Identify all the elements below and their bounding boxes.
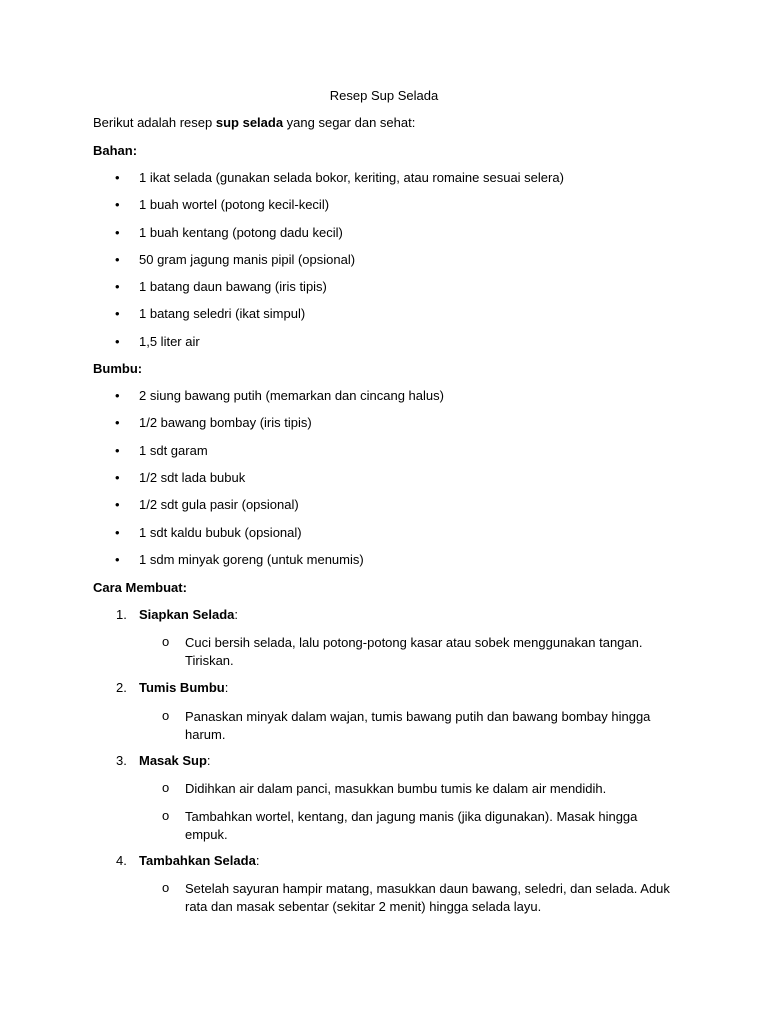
bahan-item: 50 gram jagung manis pipil (opsional) [139,252,356,267]
circle-bullet-icon: o [162,634,170,649]
bahan-item: 1 batang seledri (ikat simpul) [139,306,306,321]
intro-bold: sup selada [215,115,284,130]
step-number: 3. [116,753,127,768]
bumbu-item: 1 sdt kaldu bubuk (opsional) [139,525,302,540]
intro-prefix: Berikut adalah resep [93,115,216,130]
step-colon: : [234,607,239,622]
step-number: 2. [116,680,127,695]
cara-heading: Cara Membuat: [93,580,187,595]
step-label [139,853,259,868]
circle-bullet-icon: o [162,808,170,823]
bullet-icon: • [115,525,120,540]
bullet-icon: • [115,552,120,567]
step-title: Tumis Bumbu [139,680,225,695]
bumbu-item: 1/2 sdt lada bubuk [139,470,246,485]
bahan-item: 1 buah kentang (potong dadu kecil) [139,225,343,240]
bullet-icon: • [115,443,120,458]
step-number: 1. [116,607,127,622]
intro-suffix: yang segar dan sehat: [283,115,416,130]
step-detail: Setelah sayuran hampir matang, masukkan daun bawang, seledri, dan selada. Aduk rata dan masak sebentar (sekitar 2 menit) hingga selada layu. [185,881,670,914]
bumbu-heading: Bumbu: [93,361,143,376]
bahan-item: 1 ikat selada (gunakan selada bokor, keriting, atau romaine sesuai selera) [139,170,564,185]
bullet-icon: • [115,415,120,430]
bullet-icon: • [115,252,120,267]
bullet-icon: • [115,197,120,212]
bullet-icon: • [115,497,120,512]
step-title: Siapkan Selada [139,607,235,622]
bahan-item: 1,5 liter air [139,334,200,349]
step-detail: Tambahkan wortel, kentang, dan jagung manis (jika digunakan). Masak hingga empuk. [185,809,638,842]
step-colon: : [224,680,229,695]
bumbu-item: 1/2 sdt gula pasir (opsional) [139,497,299,512]
step-detail: Panaskan minyak dalam wajan, tumis bawang putih dan bawang bombay hingga harum. [185,709,651,742]
bahan-item: 1 batang daun bawang (iris tipis) [139,279,327,294]
circle-bullet-icon: o [162,780,170,795]
document-title: Resep Sup Selada [329,88,439,103]
bullet-icon: • [115,334,120,349]
intro-paragraph [93,115,415,130]
bullet-icon: • [115,170,120,185]
step-label [139,753,211,768]
bumbu-item: 1 sdm minyak goreng (untuk menumis) [139,552,364,567]
bumbu-item: 1 sdt garam [139,443,208,458]
step-title: Tambahkan Selada [139,853,256,868]
step-title: Masak Sup [139,753,207,768]
step-detail: Cuci bersih selada, lalu potong-potong kasar atau sobek menggunakan tangan. Tiriskan. [185,635,643,668]
step-label [139,607,238,622]
step-detail: Didihkan air dalam panci, masukkan bumbu tumis ke dalam air mendidih. [185,781,607,796]
circle-bullet-icon: o [162,708,170,723]
bullet-icon: • [115,306,120,321]
bumbu-item: 1/2 bawang bombay (iris tipis) [139,415,312,430]
step-colon: : [255,853,260,868]
bullet-icon: • [115,388,120,403]
step-colon: : [206,753,211,768]
bahan-item: 1 buah wortel (potong kecil-kecil) [139,197,330,212]
bullet-icon: • [115,225,120,240]
step-label [139,680,228,695]
bullet-icon: • [115,470,120,485]
bahan-heading: Bahan: [93,143,138,158]
circle-bullet-icon: o [162,880,170,895]
bullet-icon: • [115,279,120,294]
step-number: 4. [116,853,127,868]
bumbu-item: 2 siung bawang putih (memarkan dan cincang halus) [139,388,444,403]
